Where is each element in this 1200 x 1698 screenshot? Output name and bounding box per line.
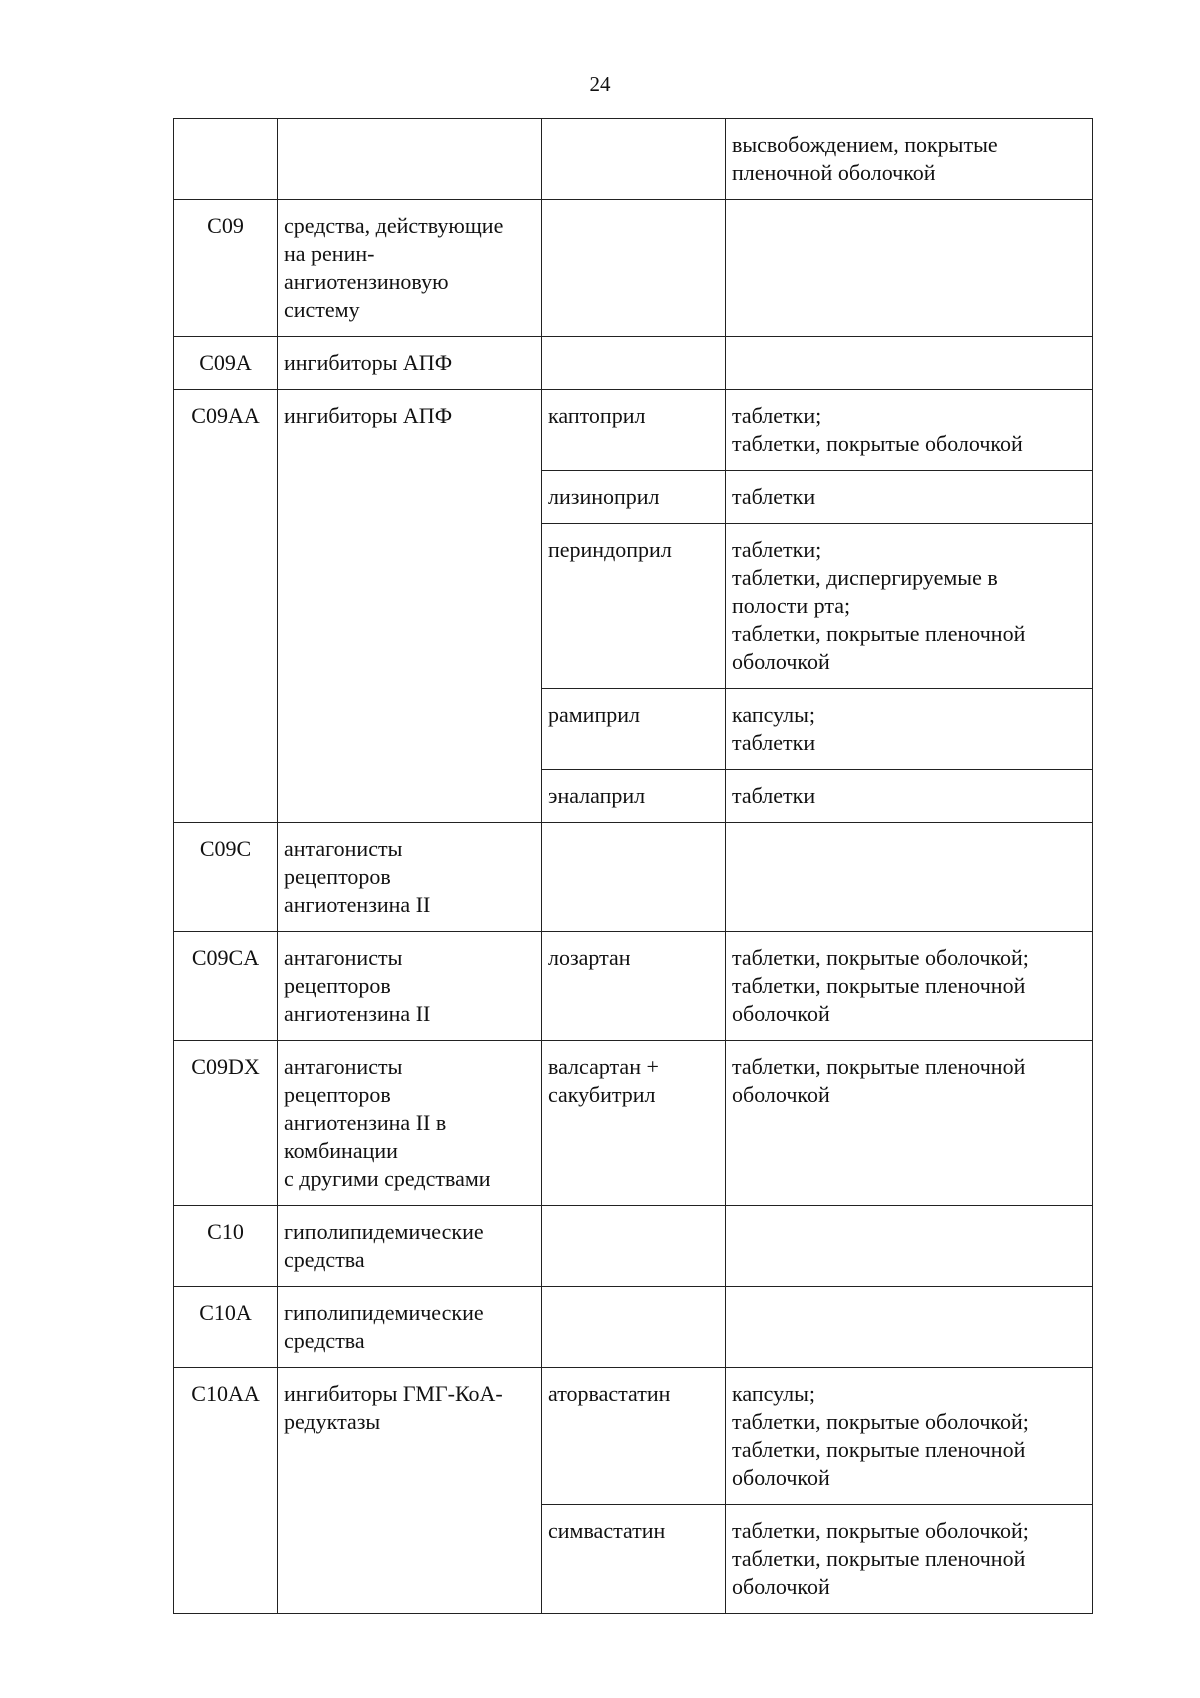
table-row (174, 823, 1093, 932)
anatomical-therapeutic-group-cell: антагонисты рецепторов ангиотензина II (278, 932, 542, 1041)
dosage-forms-cell (726, 200, 1093, 337)
drug-name-cell: каптоприл (542, 390, 726, 471)
atc-code-cell: C09A (174, 337, 278, 390)
atc-code-cell: C09AA (174, 390, 278, 823)
anatomical-therapeutic-group-cell: ингибиторы АПФ (278, 337, 542, 390)
drug-table (173, 118, 1093, 1614)
drug-name-cell: рамиприл (542, 689, 726, 770)
drug-name-cell (542, 1287, 726, 1368)
page-number: 24 (589, 72, 611, 96)
atc-code-cell: C09 (174, 200, 278, 337)
dosage-forms-cell (726, 1287, 1093, 1368)
drug-name-cell (542, 337, 726, 390)
atc-code-cell: C09CA (174, 932, 278, 1041)
atc-code-cell: C10 (174, 1206, 278, 1287)
drug-name-cell (542, 1206, 726, 1287)
dosage-forms-cell: капсулы; таблетки, покрытые оболочкой; таблетки, покрытые пленочной оболочкой (726, 1368, 1093, 1505)
atc-code-cell: C10A (174, 1287, 278, 1368)
table-body (174, 119, 1093, 1614)
table-row (174, 932, 1093, 1041)
table-row (174, 390, 1093, 471)
anatomical-therapeutic-group-cell: антагонисты рецепторов ангиотензина II (278, 823, 542, 932)
dosage-forms-cell: таблетки, покрытые пленочной оболочкой (726, 1041, 1093, 1206)
dosage-forms-cell: таблетки (726, 770, 1093, 823)
drug-name-cell: валсартан + сакубитрил (542, 1041, 726, 1206)
anatomical-therapeutic-group-cell: ингибиторы АПФ (278, 390, 542, 823)
anatomical-therapeutic-group-cell (278, 119, 542, 200)
drug-name-cell (542, 823, 726, 932)
atc-code-cell: C09DX (174, 1041, 278, 1206)
anatomical-therapeutic-group-cell: гиполипидемические средства (278, 1287, 542, 1368)
drug-name-cell (542, 200, 726, 337)
dosage-forms-cell: таблетки, покрытые оболочкой; таблетки, покрытые пленочной оболочкой (726, 932, 1093, 1041)
drug-name-cell: симвастатин (542, 1505, 726, 1614)
dosage-forms-cell: высвобождением, покрытые пленочной оболочкой (726, 119, 1093, 200)
table-row (174, 1368, 1093, 1505)
drug-name-cell: аторвастатин (542, 1368, 726, 1505)
anatomical-therapeutic-group-cell: средства, действующие на ренин- ангиотензиновую систему (278, 200, 542, 337)
drug-name-cell: эналаприл (542, 770, 726, 823)
dosage-forms-cell: таблетки; таблетки, диспергируемые в полости рта; таблетки, покрытые пленочной оболочкой (726, 524, 1093, 689)
anatomical-therapeutic-group-cell: антагонисты рецепторов ангиотензина II в комбинации с другими средствами (278, 1041, 542, 1206)
drug-name-cell (542, 119, 726, 200)
anatomical-therapeutic-group-cell: гиполипидемические средства (278, 1206, 542, 1287)
table-row (174, 1041, 1093, 1206)
drug-name-cell: периндоприл (542, 524, 726, 689)
table-row (174, 1287, 1093, 1368)
table-row (174, 119, 1093, 200)
dosage-forms-cell: таблетки; таблетки, покрытые оболочкой (726, 390, 1093, 471)
table-row (174, 1206, 1093, 1287)
dosage-forms-cell (726, 823, 1093, 932)
atc-code-cell: C10AA (174, 1368, 278, 1614)
dosage-forms-cell: таблетки, покрытые оболочкой; таблетки, покрытые пленочной оболочкой (726, 1505, 1093, 1614)
atc-code-cell (174, 119, 278, 200)
drug-name-cell: лозартан (542, 932, 726, 1041)
anatomical-therapeutic-group-cell: ингибиторы ГМГ-КоА- редуктазы (278, 1368, 542, 1614)
dosage-forms-cell: таблетки (726, 471, 1093, 524)
drug-name-cell: лизиноприл (542, 471, 726, 524)
dosage-forms-cell (726, 337, 1093, 390)
dosage-forms-cell (726, 1206, 1093, 1287)
table-row (174, 200, 1093, 337)
table-row (174, 337, 1093, 390)
dosage-forms-cell: капсулы; таблетки (726, 689, 1093, 770)
atc-code-cell: C09C (174, 823, 278, 932)
